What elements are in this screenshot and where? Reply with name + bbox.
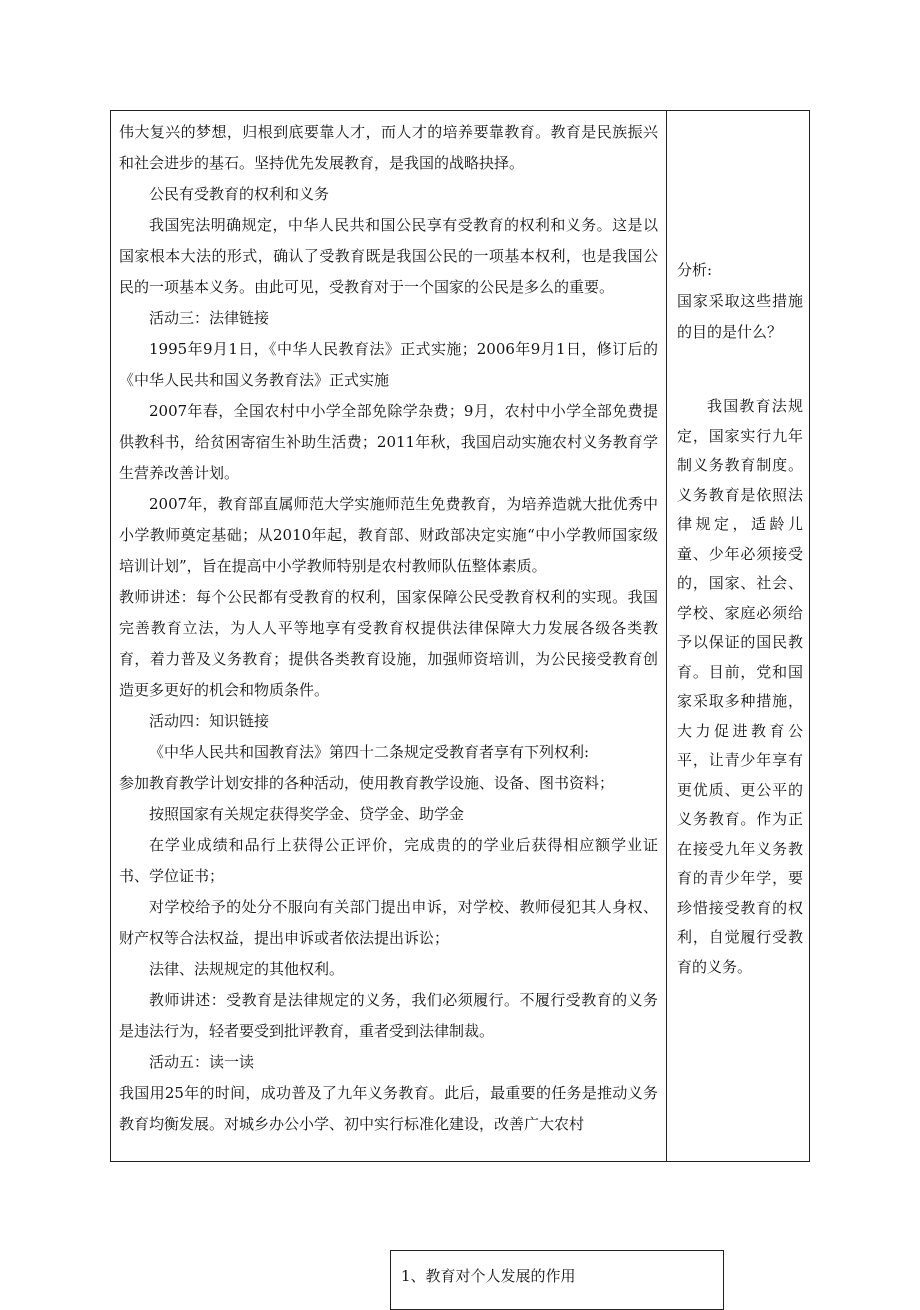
paragraph-1: 伟大复兴的梦想，归根到底要靠人才，而人才的培养要靠教育。教育是民族振兴和社会进步的基石。坚持优先发展教育，是我国的战略抉择。	[119, 123, 658, 172]
paragraph-2: 公民有受教育的权利和义务	[149, 185, 330, 203]
paragraph-15: 法律、法规规定的其他权利。	[149, 960, 345, 978]
paragraph-5: 1995年9月1日，《中华人民教育法》正式实施；2006年9月1日，修订后的《中华人民共和国义务教育法》正式实施	[119, 340, 658, 389]
analysis-block	[677, 255, 803, 348]
answer-block	[677, 392, 803, 982]
paragraph-11: 参加教育教学计划安排的各种活动，使用教育教学设施、设备、图书资料；	[119, 774, 615, 792]
paragraph-14: 对学校给予的处分不服向有关部门提出申诉，对学校、教师侵犯其人身权、财产权等合法权益，提出申诉或者依法提出诉讼；	[119, 898, 658, 947]
analysis-label: 分析:	[677, 261, 713, 279]
paragraph-18: 我国用25年的时间，成功普及了九年义务教育。此后，最重要的任务是推动义务教育均衡发展。对城乡办公小学、初中实行标准化建设，改善广大农村	[119, 1084, 658, 1133]
lesson-table	[110, 110, 810, 1162]
paragraph-12: 按照国家有关规定获得奖学金、贷学金、助学金	[149, 805, 465, 823]
paragraph-10: 《中华人民共和国教育法》第四十二条规定受教育者享有下列权利:	[149, 743, 590, 761]
content-column	[111, 111, 667, 1161]
paragraph-16: 教师讲述：受教育是法律规定的义务，我们必须履行。不履行受教育的义务是违法行为，轻者要受到批评教育，重者受到法律制裁。	[119, 991, 658, 1040]
analysis-question: 国家采取这些措施的目的是什么？	[677, 292, 803, 341]
paragraph-7: 2007年，教育部直属师范大学实施师范生免费教育，为培养造就大批优秀中小学教师奠定基础；从2010年起，教育部、财政部决定实施“中小学教师国家级培训计划”，旨在提高中小学教师特别是农村教师队伍整体素质。	[119, 495, 658, 575]
notes-column	[667, 111, 809, 1161]
bottom-table	[390, 1250, 724, 1310]
paragraph-8: 教师讲述：每个公民都有受教育的权利，国家保障公民受教育权利的实现。我国完善教育立法，为人人平等地享有受教育权提供法律保障大力发展各级各类教育，着力普及义务教育；提供各类教育设施，加强师资培训，为公民接受教育创造更多更好的机会和物质条件。	[119, 588, 658, 699]
paragraph-3: 我国宪法明确规定，中华人民共和国公民享有受教育的权利和义务。这是以国家根本大法的形式，确认了受教育既是我国公民的一项基本权利，也是我国公民的一项基本义务。由此可见，受教育对于一个国家的公民是多么的重要。	[119, 216, 658, 296]
paragraph-17: 活动五：读一读	[149, 1053, 255, 1071]
bottom-item-1: 1、教育对个人发展的作用	[401, 1267, 576, 1285]
paragraph-13: 在学业成绩和品行上获得公正评价，完成贵的的学业后获得相应额学业证书、学位证书；	[119, 836, 658, 885]
paragraph-6: 2007年春，全国农村中小学全部免除学杂费；9月，农村中小学全部免费提供教科书，给贫困寄宿生补助生活费；2011年秋，我国启动实施农村义务教育学生营养改善计划。	[119, 402, 658, 482]
answer-text: 我国教育法规定，国家实行九年制义务教育制度。义务教育是依照法律规定，适龄儿童、少年必须接受的，国家、社会、学校、家庭必须给予以保证的国民教育。目前，党和国家采取多种措施，大力促进教育公平，让青少年享有更优质、更公平的义务教育。作为正在接受九年义务教育的青少年学，要珍惜接受教育的权利，自觉履行受教育的义务。	[677, 397, 803, 976]
paragraph-4: 活动三：法律链接	[149, 309, 270, 327]
paragraph-9: 活动四：知识链接	[149, 712, 270, 730]
